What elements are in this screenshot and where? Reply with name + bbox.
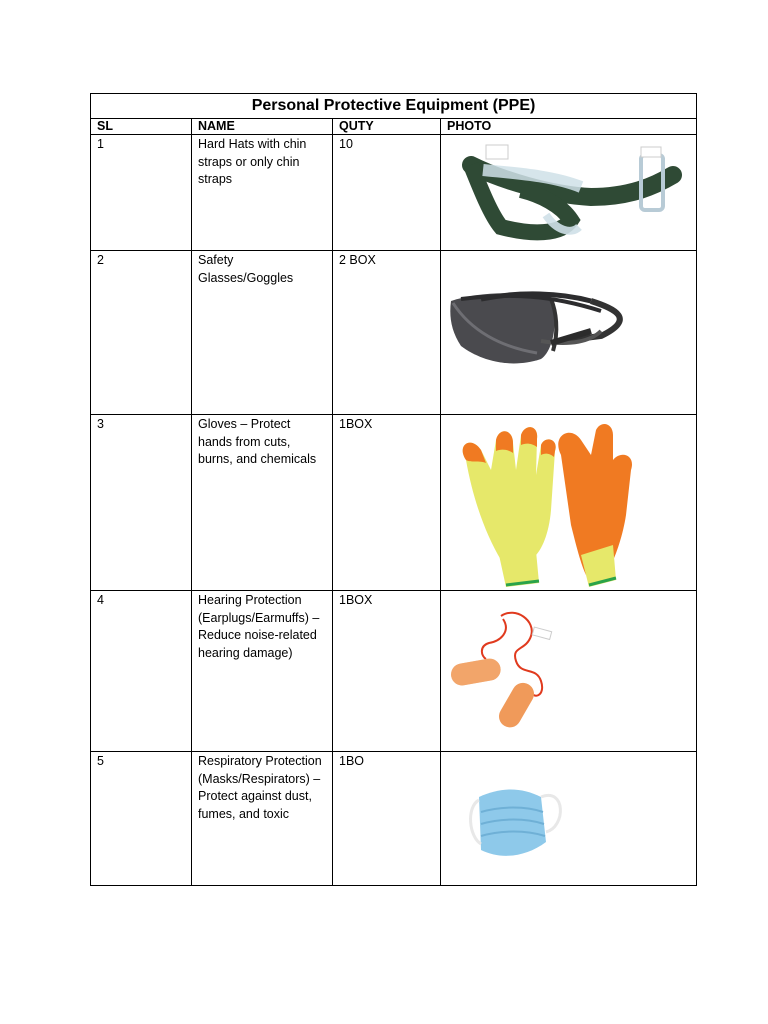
header-qty: QUTY [333, 119, 441, 135]
row-photo [441, 251, 697, 415]
header-photo: PHOTO [441, 119, 697, 135]
gloves-icon [441, 415, 696, 590]
page-title: Personal Protective Equipment (PPE) [91, 94, 697, 119]
row-photo [441, 415, 697, 591]
row-qty: 2 BOX [333, 251, 441, 415]
earplugs-icon [441, 591, 696, 751]
row-name: Hard Hats with chin straps or only chin straps [192, 135, 333, 251]
table-row [91, 251, 697, 415]
ppe-table [90, 93, 697, 886]
row-name: Gloves – Protect hands from cuts, burns, and chemicals [192, 415, 333, 591]
face-mask-icon [441, 752, 696, 885]
row-sl: 3 [91, 415, 192, 591]
row-sl: 4 [91, 591, 192, 752]
safety-glasses-icon [441, 251, 696, 414]
table-row [91, 591, 697, 752]
row-name: Respiratory Protection (Masks/Respirators) – Protect against dust, fumes, and toxic [192, 752, 333, 886]
chin-strap-icon [441, 135, 696, 250]
row-name: Hearing Protection (Earplugs/Earmuffs) – Reduce noise-related hearing damage) [192, 591, 333, 752]
table-row [91, 135, 697, 251]
row-sl: 2 [91, 251, 192, 415]
header-name: NAME [192, 119, 333, 135]
row-qty: 1BOX [333, 415, 441, 591]
row-sl: 5 [91, 752, 192, 886]
table-row [91, 752, 697, 886]
table-header-row [91, 119, 697, 135]
row-sl: 1 [91, 135, 192, 251]
row-photo [441, 591, 697, 752]
row-name: Safety Glasses/Goggles [192, 251, 333, 415]
row-photo [441, 135, 697, 251]
row-qty: 1BOX [333, 591, 441, 752]
table-row [91, 415, 697, 591]
row-photo [441, 752, 697, 886]
row-qty: 1BO [333, 752, 441, 886]
header-sl: SL [91, 119, 192, 135]
row-qty: 10 [333, 135, 441, 251]
